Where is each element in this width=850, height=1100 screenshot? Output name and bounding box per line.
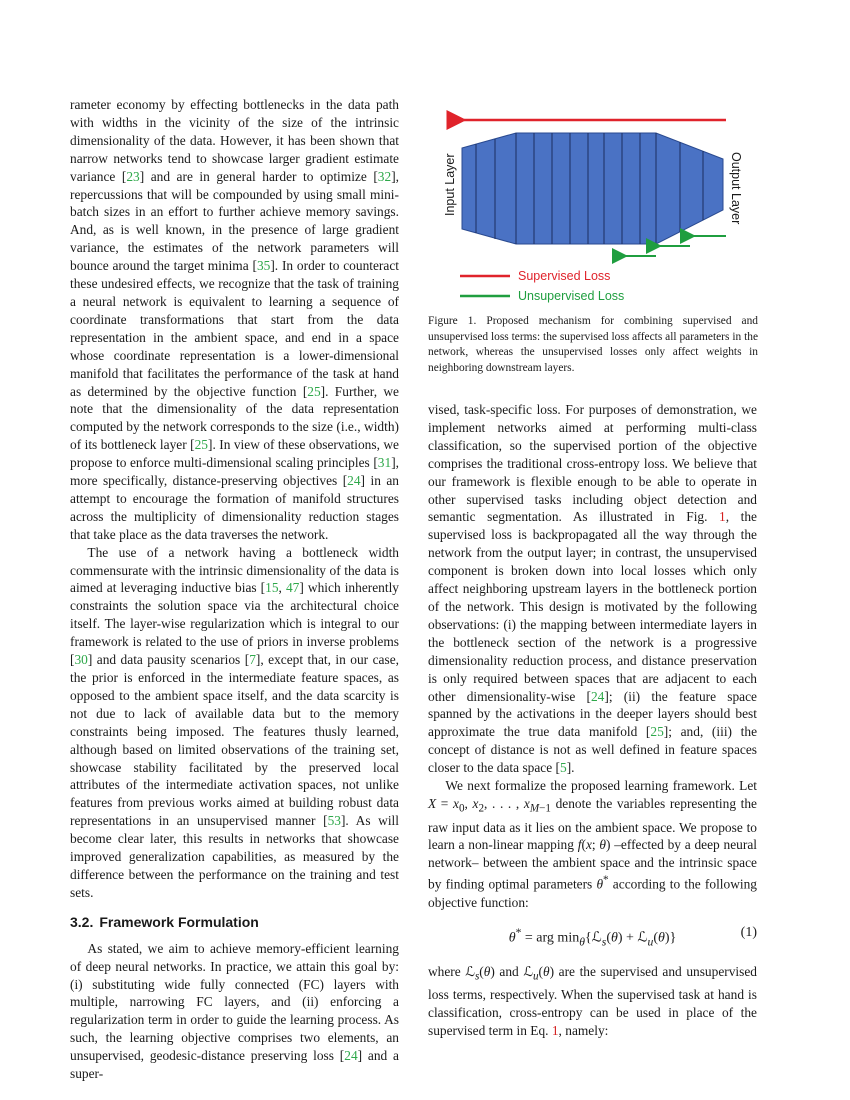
paragraph: rameter economy by effecting bottlenecks in the data path with widths in the vicinity of the size of the intrinsic dimensionality of the data. However, it has been shown that narrow networks tend to showcase larger gradient estimate variance [23] and are in general harder to optimize [32], repercussions that will be compounded by using small mini-batch sizes in an effort to further achieve memory savings. And, as is well known, in the presence of large gradient variance, the estimates of the network parameters will bounce around the target minima [35]. In order to counteract these undesired effects, we recognize that the task of training a neural network is equivalent to learning a sequence of coordinate transformations that start from the data representation in the ambient space, and end in a space whose coordinate representation is a lower-dimensional manifold that facilitates the performance of the task at hand as determined by the objective function [25]. Further, we note that the dimensionality of the data representation computed by the network corresponds to the size (i.e., width) of its bottleneck layer [25]. In view of these observations, we propose to enforce multi-dimensional scaling principles [31], more specifically, distance-preserving objectives [24] in an attempt to encourage the formation of manifold structures across the multiplicity of dimensionality reduction stages that take place as the data traverses the network.: [70, 97, 400, 542]
legend-unsupervised-label: Unsupervised Loss: [518, 289, 625, 303]
paragraph: where ℒ$_s$(θ) and ℒ$_u$(θ) are the supervised and unsupervised loss terms, respectively. When the supervised task at hand is classification, cross-entropy can be used in place of the supervised term in Eq. 1, namely:: [428, 963, 757, 1039]
citation-link[interactable]: 7: [249, 652, 256, 668]
citation-link[interactable]: 25: [194, 437, 208, 453]
citation-link[interactable]: 30: [74, 652, 88, 668]
figure-reference-link[interactable]: 1: [719, 509, 726, 525]
citation-link[interactable]: 53: [327, 813, 341, 829]
legend-supervised-label: Supervised Loss: [518, 269, 611, 283]
equation-1: θ* = arg $\min_\theta\{ℒ_s(\theta)$ + ℒ$_u$(θ)} (1): [508, 924, 757, 948]
citation-link[interactable]: 35: [256, 258, 271, 274]
citation-link[interactable]: 24: [344, 1048, 358, 1064]
output-layer-label: Output Layer: [729, 152, 743, 225]
citation-link[interactable]: 24: [590, 688, 605, 704]
network-body: [462, 133, 723, 244]
citation-link[interactable]: 24: [347, 473, 361, 489]
citation-link[interactable]: 31: [377, 455, 392, 471]
network-diagram: [428, 104, 758, 309]
citation-link[interactable]: 32: [377, 168, 392, 184]
figure-1: [428, 104, 758, 309]
equation-number: (1): [740, 924, 757, 940]
equation-reference-link[interactable]: 1: [551, 1023, 559, 1039]
paragraph: As stated, we aim to achieve memory-efficient learning of deep neural networks. In practice, we attain this goal by: (i) substituting wide fully connected (FC) layers with multiple, narrowing FC layers, and (ii) enforcing a regularization term in order to guide the learning process. As such, the learning objective comprises two elements, an unsupervised, geodesic-distance preserving loss [24] and a super-: [70, 940, 399, 1082]
paragraph: vised, task-specific loss. For purposes of demonstration, we implement networks aimed at performing multi-class classification, so the supervised portion of the objective comprises the traditional cross-entropy loss. We believe that our framework is flexible enough to be able to operate in other supervised tasks including object detection and semantic segmentation. As illustrated in Fig. 1, the supervised loss is backpropagated all the way through the network from the output layer; in contrast, the unsupervised component is broken down into local losses which only affect neighboring upstream layers in the bottleneck portion of the network. This design is motivated by the following observations: (i) the mapping between intermediate layers in the bottleneck section of the network is a progressive dimensionality reduction process, and distance preservation is only required between spaces that are adjacent to each other dimensionality-wise [24]; (ii) the feature space spanned by the activations in the deeper layers should best approximate the true data manifold [25]; and, (iii) the concept of distance is not as well defined in feature spaces closer to the data space [5].: [428, 402, 758, 776]
citation-link[interactable]: 23: [126, 168, 140, 184]
input-layer-label: Input Layer: [443, 153, 457, 216]
paragraph: The use of a network having a bottleneck width commensurate with the intrinsic dimensionality of the data is aimed at leveraging inductive bias [15, 47] which inherently constraints the solution space via the architectural choice itself. The layer-wise regularization which is integral to our framework is related to the use of priors in inverse problems [30] and data pausity scenarios [7], except that, in our case, the prior is enforced in the intermediate feature spaces, as opposed to the ambient space itself, and the data scarcity is not due to lack of available data but to the memory constraints being imposed. The features thusly learned, although based on limited observations of the training set, showcase stability facilitated by the preserved local attributes of the intermediate activation spaces, not unlike features from previous works aimed at building robust data representations in an unsupervised manner [53]. As will become clear later, this results in networks that showcase improved generalization capabilities, as measured by the difference between the performance on the training and test sets.: [70, 544, 400, 900]
section-title: Framework Formulation: [99, 913, 259, 930]
citation-link[interactable]: 25: [307, 383, 321, 399]
citation-link[interactable]: 47: [285, 580, 300, 596]
citation-link[interactable]: 5: [559, 760, 567, 776]
section-number: 3.2.: [70, 913, 94, 930]
citation-link[interactable]: 15: [265, 580, 279, 596]
citation-link[interactable]: 25: [650, 724, 664, 740]
figure-caption: Figure 1. Proposed mechanism for combining supervised and unsupervised loss terms: the supervised loss affects all parameters in the network, whereas the unsupervised losses only affect weights in neighboring downstream layers.: [428, 315, 758, 374]
right-column: [428, 401, 757, 1040]
paragraph: We next formalize the proposed learning framework. Let $X = x_0$, $x_2$, . . . , $x_{M-1}$ denote the variables representing the raw input data as it lies on the ambient space. We propose to learn a non-linear mapping f(x; θ) –effected by a deep neural network– between the ambient space and the intrinsic space by finding optimal parameters θ* according to the following objective function:: [428, 778, 758, 910]
left-column: [70, 96, 399, 1083]
section-heading: [70, 914, 399, 932]
